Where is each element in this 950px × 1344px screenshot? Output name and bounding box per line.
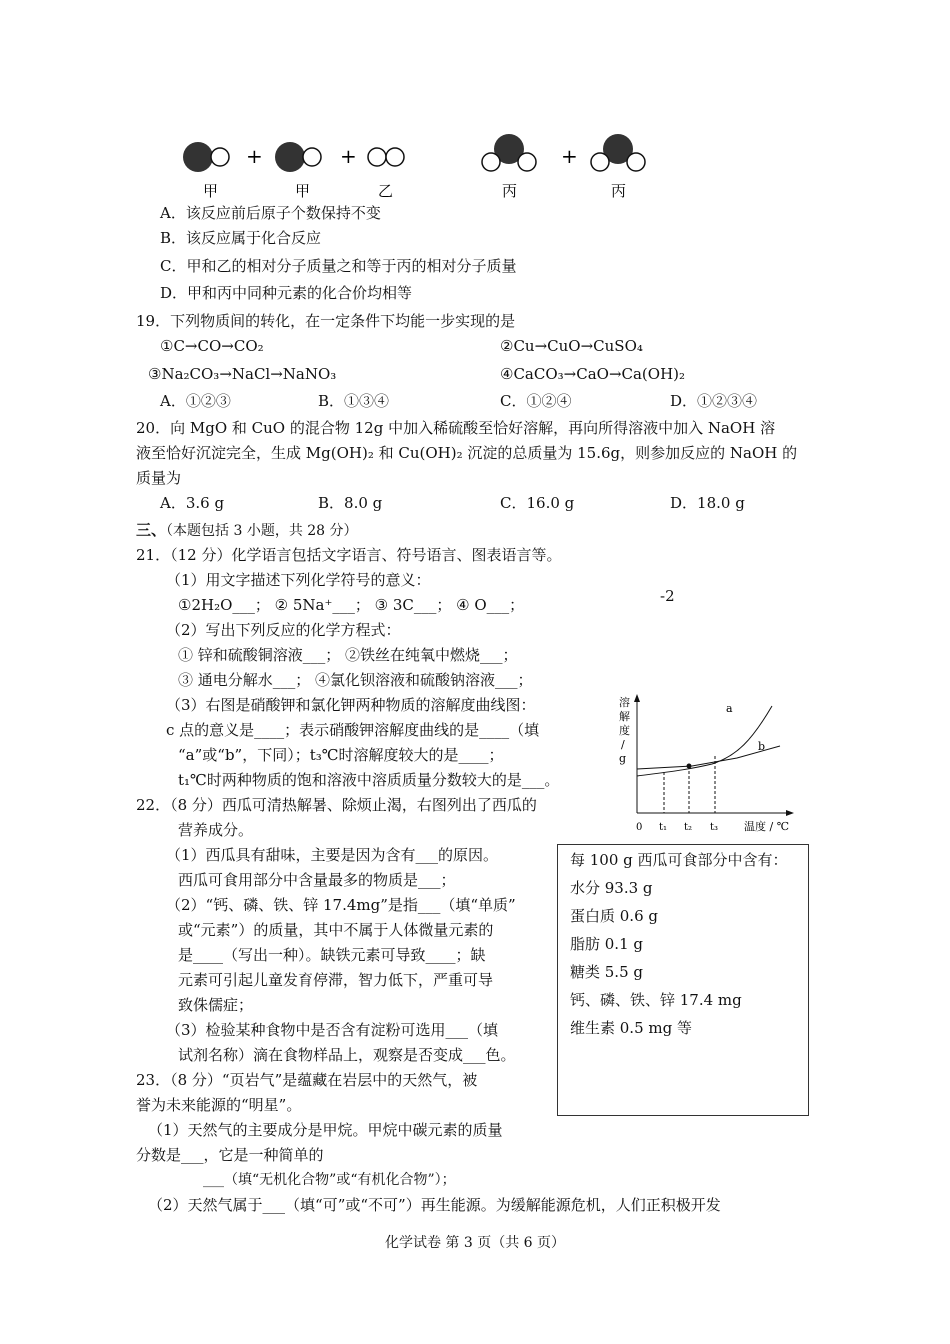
label-jia-1: 甲 [203,182,219,200]
molecule-yi [368,148,404,166]
ylabel-char-4: / [621,738,625,751]
solubility-chart [612,690,802,840]
q21-stem: 21．（12 分）化学语言包括文字语言、符号语言、图表语言等。 [136,546,562,564]
q22-line-1: 22．（8 分）西瓜可清热解暑、除烦止渴，右图列出了西瓜的 [136,796,537,814]
molecule-bing-1 [482,134,536,171]
x-axis-arrow [786,810,794,816]
nutrition-row: 脂肪 0.1 g [570,935,643,953]
q21-part-3: （3）右图是硝酸钾和氯化钾两种物质的溶解度曲线图： [166,696,536,714]
label-jia-2: 甲 [295,182,311,200]
q19-option-b: B．①③④ [318,392,390,410]
page-footer: 化学试卷 第 3 页（共 6 页） [384,1235,566,1251]
ylabel-char-3: 度 [619,724,630,737]
curve-b-label: b [758,740,766,753]
q21-part-3-line-c: t₁℃时两种物质的饱和溶液中溶质质量分数较大的是___。 [178,771,560,789]
tick-t2: t₂ [684,822,693,833]
label-bing-2: 丙 [611,182,627,200]
molecule-jia-2 [275,142,321,172]
xlabel: 温度 / ℃ [744,820,790,833]
nutrition-box [557,844,809,1116]
nutrition-row: 蛋白质 0.6 g [570,907,658,925]
nutrition-row: 钙、磷、铁、锌 17.4 mg [570,991,742,1009]
q21-part-1-items: ①2H₂O___； ② 5Na⁺___； ③ 3C___； ④ O___； [178,596,525,614]
q18-option-b: B．该反应属于化合反应 [160,229,322,247]
q22-part-2-c: 是____（写出一种）。缺铁元素可导致____；缺 [178,946,486,964]
molecule-diagram [0,0,950,215]
q19-item-4: ④CaCO₃→CaO→Ca(OH)₂ [500,365,686,383]
q19-item-1: ①C→CO→CO₂ [160,337,264,355]
q19-item-3: ③Na₂CO₃→NaCl→NaNO₃ [148,365,337,383]
q21-part-2-line-a: ① 锌和硫酸铜溶液___； ②铁丝在纯氧中燃烧___； [178,646,518,664]
q22-line-2: 营养成分。 [178,821,254,839]
q21-part-2-line-b: ③ 通电分解水___； ④氯化钡溶液和硫酸钠溶液___； [178,671,533,689]
ylabel-char-5: g [619,752,627,765]
q23-part-1-c: ___（填“无机化合物”或“有机化合物”）； [203,1172,456,1188]
q23-line-2: 誉为未来能源的“明星”。 [136,1096,302,1114]
tick-t3: t₃ [710,822,719,833]
q23-part-1-a: （1）天然气的主要成分是甲烷。甲烷中碳元素的质量 [148,1121,503,1139]
section-3-desc: （本题包括 3 小题，共 28 分） [166,523,358,539]
section-3-header [136,520,358,541]
q22-part-1-b: 西瓜可食用部分中含量最多的物质是___； [178,871,456,889]
q20-option-b: B．8.0 g [318,494,383,512]
q21-part-3-line-a: c 点的意义是____；表示硝酸钾溶解度曲线的是____（填 [166,721,540,739]
label-yi: 乙 [378,182,394,200]
q19-item-2: ②Cu→CuO→CuSO₄ [500,337,643,355]
nutrition-row: 水分 93.3 g [570,879,653,897]
q22-part-3-a: （3）检验某种食物中是否含有淀粉可选用___（填 [166,1021,499,1039]
ylabel-char-2: 解 [619,710,630,723]
q23-part-2-a: （2）天然气属于___（填“可”或“不可”）再生能源。为缓解能源危机，人们正积极开发 [148,1196,721,1214]
tick-t1: t₁ [659,822,668,833]
q20-option-c: C．16.0 g [500,494,575,512]
q21-part-3-line-b: “a”或“b”，下同）；t₃℃时溶解度较大的是____； [178,746,504,764]
nutrition-title: 每 100 g 西瓜可食部分中含有： [570,851,788,869]
q18-option-c: C．甲和乙的相对分子质量之和等于丙的相对分子质量 [160,257,517,275]
q19-option-a: A．①②③ [160,392,231,410]
q23-line-1: 23．（8 分）“页岩气”是蕴藏在岩层中的天然气，被 [136,1071,478,1089]
q22-part-2-d: 元素可引起儿童发育停滞，智力低下，严重可导 [178,971,494,989]
curve-a [637,706,772,776]
q22-part-3-b: 试剂名称）滴在食物样品上，观察是否变成___色。 [178,1046,516,1064]
q20-option-d: D．18.0 g [670,494,745,512]
q19-stem: 19．下列物质间的转化，在一定条件下均能一步实现的是 [136,312,516,330]
q18-option-d: D．甲和丙中同种元素的化合价均相等 [160,284,413,302]
q20-line-1: 20．向 MgO 和 CuO 的混合物 12g 中加入稀硫酸至恰好溶解，再向所得溶液中加入 NaOH 溶 [136,419,776,437]
q20-option-a: A．3.6 g [160,494,225,512]
plus-sign-2: + [340,144,357,168]
y-axis-arrow [634,694,640,702]
q18-option-a: A．该反应前后原子个数保持不变 [160,204,381,222]
molecule-bing-2 [591,134,645,171]
q20-line-3: 质量为 [136,469,182,487]
q22-part-2-b: 或“元素”）的质量，其中不属于人体微量元素的 [178,921,494,939]
q22-part-1-a: （1）西瓜具有甜味，主要是因为含有___的原因。 [166,846,499,864]
ylabel-char-1: 溶 [619,696,630,709]
nutrition-row: 维生素 0.5 mg 等 [570,1019,692,1037]
curve-a-label: a [726,702,733,715]
q20-line-2: 液至恰好沉淀完全，生成 Mg(OH)₂ 和 Cu(OH)₂ 沉淀的总质量为 15.6g，则参加反应的 NaOH 的 [136,444,798,462]
plus-sign-3: + [561,144,578,168]
origin-label: 0 [636,822,643,833]
nutrition-row: 糖类 5.5 g [570,963,643,981]
q22-part-2-e: 致侏儒症； [178,996,254,1014]
q21-part-2: （2）写出下列反应的化学方程式： [166,621,401,639]
q23-part-1-b: 分数是___，它是一种简单的 [136,1146,324,1164]
molecule-jia-1 [183,142,229,172]
q21-charge-label: -2 [660,587,675,605]
label-bing-1: 丙 [502,182,518,200]
q22-part-2-a: （2）“钙、磷、铁、锌 17.4mg”是指___（填“单质” [166,896,516,914]
q19-option-d: D．①②③④ [670,392,758,410]
plus-sign-1: + [246,144,263,168]
q19-option-c: C．①②④ [500,392,572,410]
q21-part-1: （1）用文字描述下列化学符号的意义： [166,571,431,589]
section-3-title: 三、 [136,521,167,539]
